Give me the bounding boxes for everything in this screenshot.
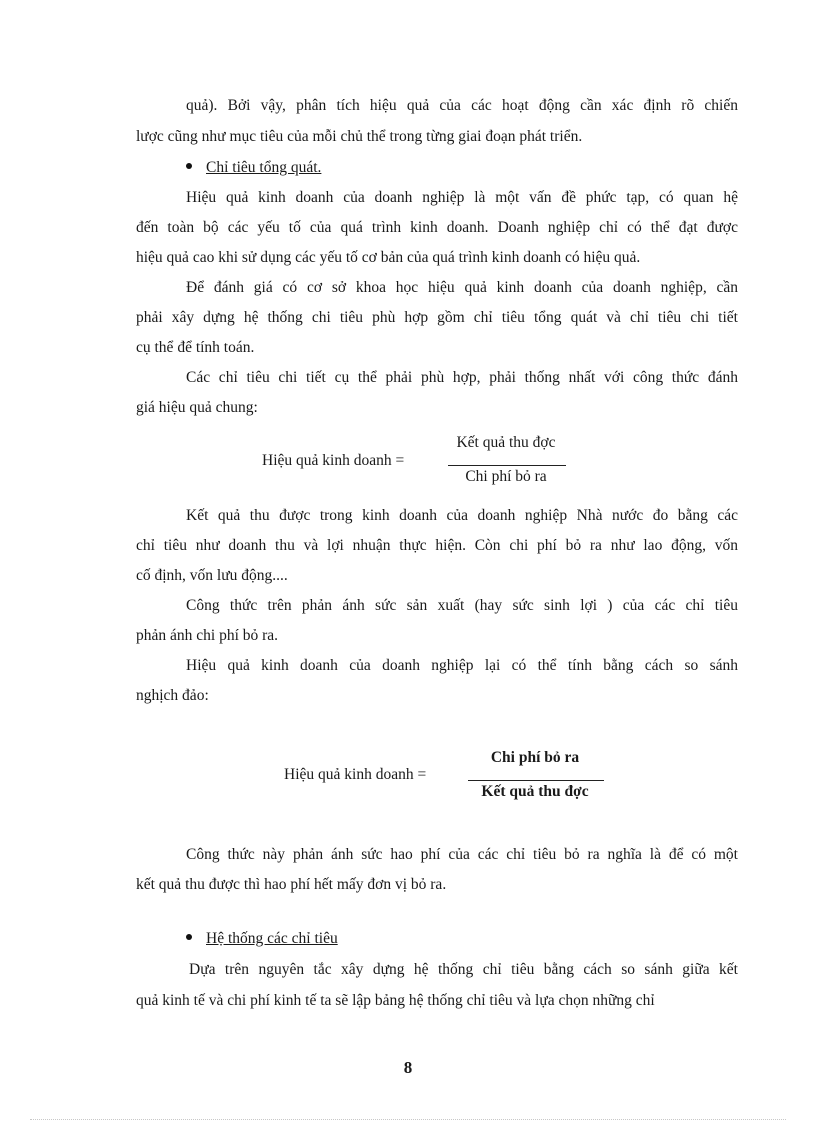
bullet-heading-text: Chỉ tiêu tổng quát. <box>206 159 322 176</box>
paragraph-line: lược cũng như mục tiêu của mỗi chủ thể trong từng giai đoạn phát triển. <box>136 128 583 145</box>
paragraph-line: Các chỉ tiêu chi tiết cụ thể phải phù hợp, phải thống nhất với công thức đánh <box>186 369 738 386</box>
paragraph-line: quả). Bởi vậy, phân tích hiệu quả của các hoạt động cần xác định rõ chiến <box>186 97 738 114</box>
formula-numerator: Kết quả thu đợc <box>456 434 556 451</box>
paragraph-line: Công thức trên phản ánh sức sản xuất (hay sức sinh lợi ) của các chỉ tiêu <box>186 597 738 614</box>
bullet-icon <box>186 934 192 940</box>
paragraph-line: Kết quả thu được trong kinh doanh của doanh nghiệp Nhà nước đo bằng các <box>186 507 738 524</box>
paragraph-line: cố định, vốn lưu động.... <box>136 567 288 584</box>
formula-label: Hiệu quả kinh doanh = <box>284 766 427 783</box>
paragraph-line: hiệu quả cao khi sử dụng các yếu tố cơ bản của quá trình kinh doanh có hiệu quả. <box>136 249 641 266</box>
bullet-heading-indicator-system <box>186 929 338 949</box>
bullet-icon <box>186 163 192 169</box>
page-number: 8 <box>403 1058 413 1077</box>
formula-label: Hiệu quả kinh doanh = <box>262 452 405 469</box>
paragraph-line: Dựa trên nguyên tắc xây dựng hệ thống chỉ tiêu bằng cách so sánh giữa kết <box>189 961 738 978</box>
paragraph-line: cụ thể để tính toán. <box>136 339 255 356</box>
formula-numerator: Chi phí bỏ ra <box>490 749 580 766</box>
paragraph-line: Hiệu quả kinh doanh của doanh nghiệp là một vấn đề phức tạp, có quan hệ <box>186 189 738 206</box>
formula-denominator: Kết quả thu đợc <box>481 783 589 800</box>
bullet-heading-general-indicator <box>186 158 321 178</box>
page-bottom-divider <box>30 1119 786 1120</box>
paragraph-line: Công thức này phản ánh sức hao phí của các chỉ tiêu bỏ ra nghĩa là để có một <box>186 846 738 863</box>
paragraph-line: quả kinh tế và chi phí kinh tế ta sẽ lập bảng hệ thống chỉ tiêu và lựa chọn những chỉ <box>136 992 655 1009</box>
paragraph-line: phản ánh chi phí bỏ ra. <box>136 627 279 644</box>
bullet-heading-text: Hệ thống các chỉ tiêu <box>206 930 338 947</box>
paragraph-line: nghịch đảo: <box>136 687 209 704</box>
paragraph-line: phải xây dựng hệ thống chi tiêu phù hợp gồm chỉ tiêu tổng quát và chỉ tiêu chi tiết <box>136 309 738 326</box>
paragraph-line: Hiệu quả kinh doanh của doanh nghiệp lại có thể tính bằng cách so sánh <box>186 657 738 674</box>
paragraph-line: đến toàn bộ các yếu tố của quá trình kinh doanh. Doanh nghiệp chỉ có thể đạt được <box>136 219 738 236</box>
paragraph-line: Để đánh giá có cơ sở khoa học hiệu quả kinh doanh của doanh nghiệp, cần <box>186 279 738 296</box>
paragraph-line: kết quả thu được thì hao phí hết mấy đơn vị bỏ ra. <box>136 876 447 893</box>
paragraph-line: chỉ tiêu như doanh thu và lợi nhuận thực hiện. Còn chi phí bỏ ra như lao động, vốn <box>136 537 738 554</box>
paragraph-line: giá hiệu quả chung: <box>136 399 258 416</box>
fraction-bar <box>468 780 604 781</box>
formula-denominator: Chi phí bỏ ra <box>465 468 547 485</box>
fraction-bar <box>448 465 566 466</box>
